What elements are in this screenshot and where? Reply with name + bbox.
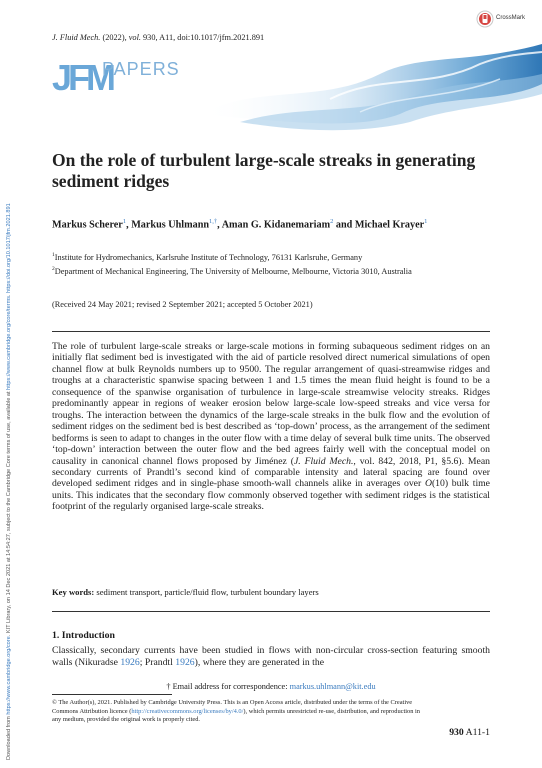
abstract [52,341,490,513]
crossmark-icon [476,10,494,28]
download-sidebar [6,80,16,760]
license-text: © The Author(s), 2021. Published by Cambridge University Press. This is an Open Access article, distributed under the terms of the Creative Commons Attribution licence ( [52,699,413,715]
author: Markus Uhlmann [131,219,210,231]
license-link[interactable]: http://creativecommons.org/licenses/by/4.0/ [131,707,244,715]
abstract-text: , vol. 842, 2018, P1, §5.6). Mean secondary currents of Prandtl’s second kind of comparable intensity and lateral spacing are found over developed sediment ridges and in single-phase smooth-wall channels alike in averages over [52,455,490,490]
sidebar-link-core[interactable]: https://www.cambridge.org/core [6,636,12,715]
journal-citation [52,33,264,42]
sidebar-sep: . [6,292,12,296]
author-affiliation-mark: 1,† [209,218,218,225]
journal-year: (2022), [100,33,129,42]
crossmark-badge[interactable] [476,10,526,28]
intro-text: ; Prandtl [139,656,176,668]
footnote-text: † Email address for correspondence: [166,682,290,691]
abstract-cited-journal: J. Fluid Mech. [293,455,354,467]
keywords-label: Key words: [52,587,95,597]
affiliation [52,264,492,277]
intro-text: Classically, secondary currents have been studied in flows with non-circular cross-section featuring smooth walls (Nikuradse [52,645,490,668]
license-text: ), which permits unrestricted re-use, distribution, and reproduction in any medium, provided the original work is properly cited. [52,707,420,724]
journal-name: J. Fluid Mech. [52,33,101,42]
author: Aman G. Kidanemariam [221,219,331,231]
keywords-divider [52,611,490,612]
license-notice [52,699,422,725]
page-article: A11-1 [463,727,490,738]
received-dates: (Received 24 May 2021; revised 2 September 2021; accepted 5 October 2021) [52,300,313,309]
page-number [410,727,490,738]
author: Markus Scherer [52,219,123,231]
journal-vol-label: vol. [128,33,141,42]
affiliation-number: 1 [52,252,55,258]
sidebar-middle: . KIT Library, on 14 Dec 2021 at 14:54:27, subject to the Cambridge Core terms of use, available at [6,389,12,637]
abstract-text: (10) bulk time units. This indicates that the secondary flow commonly observed together with sediment ridges is the statistical footprint of the regularly organised large-scale streaks. [52,478,490,513]
affiliation-number: 2 [52,266,55,272]
crossmark-label: CrossMark [496,15,526,21]
intro-text: ), where they are generated in the [194,656,324,668]
abstract-order-symbol: O [424,478,432,490]
citation-link[interactable]: 1926 [120,656,140,668]
sidebar-link-doi[interactable]: https://doi.org/10.1017/jfm.2021.891 [6,203,12,293]
affiliation-text: Department of Mechanical Engineering, The University of Melbourne, Melbourne, Victoria 3010, Australia [54,266,412,276]
papers-label: PAPERS [102,59,180,79]
author-list [52,215,492,232]
author-affiliation-mark: 1 [122,218,127,225]
jfm-logo-text: JFM [52,57,112,98]
email-link[interactable]: markus.uhlmann@kit.edu [289,682,376,691]
correspondence-footnote [52,682,490,691]
author-separator: , [217,219,222,231]
citation-link[interactable]: 1926 [175,656,195,668]
author: Michael Krayer [354,219,425,231]
author-affiliation-mark: 2 [330,218,334,225]
page-volume: 930 [449,727,464,738]
section-heading: 1. Introduction [52,630,115,641]
sidebar-prefix: Downloaded from [6,714,12,760]
jfm-logo [52,56,112,98]
keywords [52,587,490,597]
author-affiliation-mark: 1 [424,218,428,225]
footnote-divider [52,694,172,695]
paper-title: On the role of turbulent large-scale streaks in generating sediment ridges [52,150,476,191]
abstract-divider [52,331,490,332]
author-separator: and [333,219,355,231]
intro-paragraph [52,645,490,668]
journal-details: 930, A11, doi:10.1017/jfm.2021.891 [140,33,265,42]
author-separator: , [126,219,132,231]
abstract-text: The role of turbulent large-scale streaks or large-scale motions in forming subaqueous sediment ridges on an initially flat sediment bed is investigated with the aid of particle resolved direct numerical simulations of open channel flow at bulk Reynolds numbers up to 9500. The regular arrangement of quasi-streamwise ridges and troughs at a characteristic spanwise spacing between 1 and 1.5 times the mean fluid height is found to be a consequence of the spanwise organisation of turbulence in large-scale streamwise velocity streaks. Ridges predominantly appear in regions of weaker erosion below large-scale low-speed streaks and vice versa for troughs. The interaction between the dynamics of the large-scale streaks in the bulk flow and the evolution of sediment ridges on the sediment bed is best described as ‘top-down’ process, as the arrangement of the sediment bedforms is seen to adapt to changes in the outer flow with a time delay of several bulk time units. The observed ‘top-down’ interaction between the outer flow and the bed agrees fairly well with the conceptual model on causality in canonical channel flows proposed by Jiménez ( [52,341,490,467]
affiliation-text: Institute for Hydromechanics, Karlsruhe Institute of Technology, 76131 Karlsruhe, Germany [54,252,363,262]
keywords-text: sediment transport, particle/fluid flow, turbulent boundary layers [94,587,319,597]
affiliation [52,250,492,263]
sidebar-link-terms[interactable]: https://www.cambridge.org/core/terms [6,295,12,390]
